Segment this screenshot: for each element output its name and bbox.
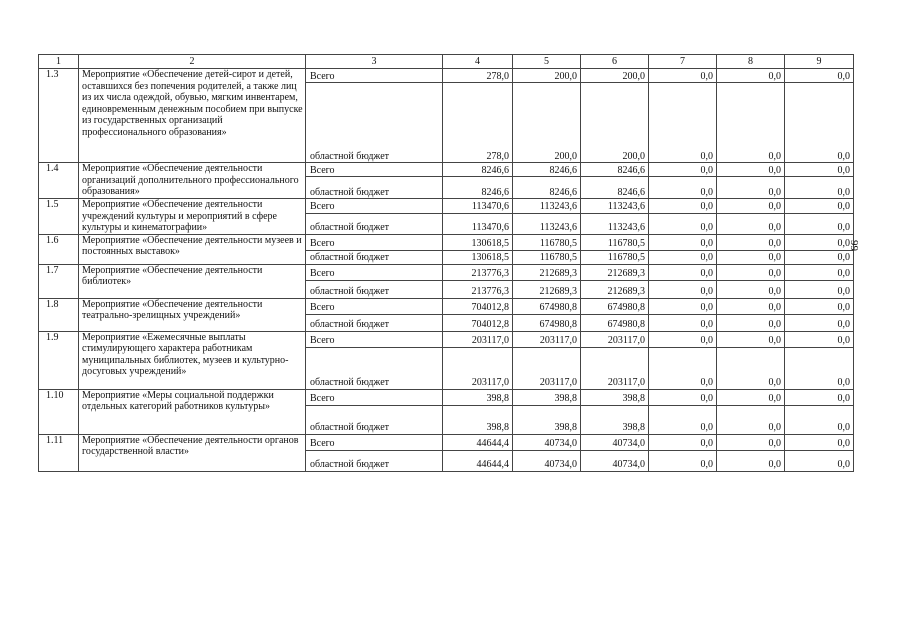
amount-cell: 398,8 [443, 405, 513, 434]
amount-cell: 0,0 [717, 213, 785, 234]
column-header: 1 [39, 55, 79, 69]
page-number: 99 [848, 240, 860, 251]
amount-cell: 213776,3 [443, 280, 513, 298]
item-code: 1.8 [39, 298, 79, 331]
funding-source: Всего [306, 199, 443, 214]
amount-cell: 0,0 [649, 280, 717, 298]
amount-cell: 200,0 [513, 69, 581, 83]
amount-cell: 203117,0 [581, 331, 649, 347]
funding-source: Всего [306, 331, 443, 347]
amount-cell: 0,0 [717, 199, 785, 214]
amount-cell: 0,0 [717, 405, 785, 434]
amount-cell: 203117,0 [443, 347, 513, 389]
funding-source: Всего [306, 434, 443, 450]
item-code: 1.9 [39, 331, 79, 389]
column-header: 7 [649, 55, 717, 69]
item-name: Мероприятие «Обеспечение деятельности библиотек» [79, 264, 306, 298]
amount-cell: 674980,8 [581, 298, 649, 314]
amount-cell: 0,0 [717, 298, 785, 314]
column-header: 9 [785, 55, 854, 69]
amount-cell: 203117,0 [513, 331, 581, 347]
table-row [39, 298, 854, 314]
amount-cell: 0,0 [717, 450, 785, 471]
item-name: Мероприятие «Обеспечение деятельности организаций дополнительного профессионального образования» [79, 163, 306, 199]
amount-cell: 0,0 [717, 163, 785, 177]
amount-cell: 0,0 [649, 314, 717, 331]
amount-cell: 40734,0 [581, 450, 649, 471]
item-name: Мероприятие «Обеспечение деятельности учреждений культуры и мероприятий в сфере культуры и кинематографии» [79, 199, 306, 235]
amount-cell: 130618,5 [443, 234, 513, 250]
amount-cell: 0,0 [649, 83, 717, 163]
amount-cell: 398,8 [581, 405, 649, 434]
funding-source: областной бюджет [306, 280, 443, 298]
amount-cell: 0,0 [717, 264, 785, 280]
amount-cell: 212689,3 [513, 264, 581, 280]
amount-cell: 8246,6 [443, 177, 513, 199]
amount-cell: 40734,0 [513, 450, 581, 471]
amount-cell: 203117,0 [581, 347, 649, 389]
amount-cell: 0,0 [649, 199, 717, 214]
amount-cell: 0,0 [649, 450, 717, 471]
funding-source: областной бюджет [306, 450, 443, 471]
item-code: 1.11 [39, 434, 79, 471]
amount-cell: 200,0 [581, 83, 649, 163]
amount-cell: 0,0 [717, 250, 785, 264]
amount-cell: 116780,5 [513, 234, 581, 250]
item-name: Мероприятие «Обеспечение деятельности театрально-зрелищных учреждений» [79, 298, 306, 331]
funding-source: областной бюджет [306, 314, 443, 331]
amount-cell: 44644,4 [443, 450, 513, 471]
column-header: 8 [717, 55, 785, 69]
item-code: 1.5 [39, 199, 79, 235]
amount-cell: 704012,8 [443, 298, 513, 314]
amount-cell: 278,0 [443, 69, 513, 83]
amount-cell: 0,0 [785, 434, 854, 450]
amount-cell: 0,0 [717, 434, 785, 450]
table-row [39, 234, 854, 250]
funding-source: Всего [306, 389, 443, 405]
table-row [39, 69, 854, 83]
amount-cell: 674980,8 [513, 298, 581, 314]
amount-cell: 0,0 [649, 298, 717, 314]
amount-cell: 278,0 [443, 83, 513, 163]
amount-cell: 0,0 [785, 331, 854, 347]
amount-cell: 0,0 [649, 250, 717, 264]
amount-cell: 0,0 [649, 434, 717, 450]
funding-source: областной бюджет [306, 177, 443, 199]
amount-cell: 113243,6 [581, 213, 649, 234]
amount-cell: 0,0 [785, 314, 854, 331]
table-row [39, 434, 854, 450]
amount-cell: 0,0 [785, 213, 854, 234]
funding-source: Всего [306, 163, 443, 177]
table-header-row [39, 55, 854, 69]
amount-cell: 212689,3 [581, 280, 649, 298]
funding-source: областной бюджет [306, 83, 443, 163]
amount-cell: 40734,0 [581, 434, 649, 450]
amount-cell: 0,0 [717, 280, 785, 298]
funding-source: Всего [306, 264, 443, 280]
amount-cell: 113243,6 [513, 213, 581, 234]
amount-cell: 0,0 [785, 280, 854, 298]
amount-cell: 398,8 [513, 405, 581, 434]
amount-cell: 398,8 [443, 389, 513, 405]
amount-cell: 0,0 [649, 213, 717, 234]
amount-cell: 116780,5 [581, 234, 649, 250]
amount-cell: 0,0 [717, 389, 785, 405]
amount-cell: 113470,6 [443, 213, 513, 234]
table-body [39, 69, 854, 472]
funding-source: Всего [306, 69, 443, 83]
amount-cell: 203117,0 [513, 347, 581, 389]
amount-cell: 0,0 [785, 234, 854, 250]
table-row [39, 163, 854, 177]
amount-cell: 704012,8 [443, 314, 513, 331]
funding-source: областной бюджет [306, 405, 443, 434]
amount-cell: 8246,6 [513, 177, 581, 199]
amount-cell: 0,0 [785, 250, 854, 264]
amount-cell: 0,0 [649, 331, 717, 347]
amount-cell: 0,0 [785, 389, 854, 405]
amount-cell: 0,0 [785, 450, 854, 471]
item-code: 1.3 [39, 69, 79, 163]
amount-cell: 0,0 [785, 177, 854, 199]
item-name: Мероприятие «Меры социальной поддержки отдельных категорий работников культуры» [79, 389, 306, 434]
amount-cell: 44644,4 [443, 434, 513, 450]
amount-cell: 200,0 [581, 69, 649, 83]
amount-cell: 8246,6 [513, 163, 581, 177]
column-header: 4 [443, 55, 513, 69]
table-row [39, 199, 854, 214]
amount-cell: 0,0 [717, 83, 785, 163]
amount-cell: 0,0 [649, 405, 717, 434]
budget-table [38, 54, 854, 472]
amount-cell: 398,8 [513, 389, 581, 405]
amount-cell: 0,0 [717, 234, 785, 250]
amount-cell: 0,0 [649, 234, 717, 250]
funding-source: Всего [306, 298, 443, 314]
funding-source: областной бюджет [306, 213, 443, 234]
amount-cell: 0,0 [649, 264, 717, 280]
amount-cell: 40734,0 [513, 434, 581, 450]
funding-source: областной бюджет [306, 347, 443, 389]
item-name: Мероприятие «Ежемесячные выплаты стимулирующего характера работникам муниципальных библиотек, музеев и культурно-досуговых учреждений» [79, 331, 306, 389]
amount-cell: 116780,5 [581, 250, 649, 264]
table-row [39, 389, 854, 405]
amount-cell: 0,0 [785, 347, 854, 389]
amount-cell: 8246,6 [581, 177, 649, 199]
amount-cell: 0,0 [785, 163, 854, 177]
item-code: 1.6 [39, 234, 79, 264]
table-row [39, 264, 854, 280]
table-row [39, 331, 854, 347]
item-code: 1.10 [39, 389, 79, 434]
item-code: 1.4 [39, 163, 79, 199]
amount-cell: 130618,5 [443, 250, 513, 264]
amount-cell: 674980,8 [581, 314, 649, 331]
amount-cell: 212689,3 [581, 264, 649, 280]
column-header: 2 [79, 55, 306, 69]
amount-cell: 0,0 [785, 405, 854, 434]
column-header: 6 [581, 55, 649, 69]
amount-cell: 200,0 [513, 83, 581, 163]
amount-cell: 398,8 [581, 389, 649, 405]
amount-cell: 0,0 [717, 69, 785, 83]
amount-cell: 0,0 [717, 347, 785, 389]
amount-cell: 113470,6 [443, 199, 513, 214]
amount-cell: 0,0 [649, 69, 717, 83]
amount-cell: 8246,6 [581, 163, 649, 177]
item-name: Мероприятие «Обеспечение деятельности органов государственной власти» [79, 434, 306, 471]
amount-cell: 203117,0 [443, 331, 513, 347]
amount-cell: 0,0 [785, 264, 854, 280]
column-header: 3 [306, 55, 443, 69]
item-name: Мероприятие «Обеспечение детей-сирот и детей, оставшихся без попечения родителей, а также лиц из их числа одеждой, обувью, мягким инвентарем, единовременным денежным пособием при выпуске из государственных организаций профессионального образования» [79, 69, 306, 163]
amount-cell: 212689,3 [513, 280, 581, 298]
item-name: Мероприятие «Обеспечение деятельности музеев и постоянных выставок» [79, 234, 306, 264]
amount-cell: 674980,8 [513, 314, 581, 331]
amount-cell: 0,0 [785, 83, 854, 163]
amount-cell: 0,0 [717, 177, 785, 199]
funding-source: Всего [306, 234, 443, 250]
amount-cell: 0,0 [649, 347, 717, 389]
funding-source: областной бюджет [306, 250, 443, 264]
amount-cell: 0,0 [649, 163, 717, 177]
item-code: 1.7 [39, 264, 79, 298]
amount-cell: 0,0 [649, 177, 717, 199]
amount-cell: 113243,6 [581, 199, 649, 214]
amount-cell: 0,0 [785, 298, 854, 314]
amount-cell: 213776,3 [443, 264, 513, 280]
amount-cell: 0,0 [717, 314, 785, 331]
amount-cell: 8246,6 [443, 163, 513, 177]
amount-cell: 113243,6 [513, 199, 581, 214]
amount-cell: 116780,5 [513, 250, 581, 264]
amount-cell: 0,0 [649, 389, 717, 405]
column-header: 5 [513, 55, 581, 69]
amount-cell: 0,0 [717, 331, 785, 347]
amount-cell: 0,0 [785, 199, 854, 214]
amount-cell: 0,0 [785, 69, 854, 83]
